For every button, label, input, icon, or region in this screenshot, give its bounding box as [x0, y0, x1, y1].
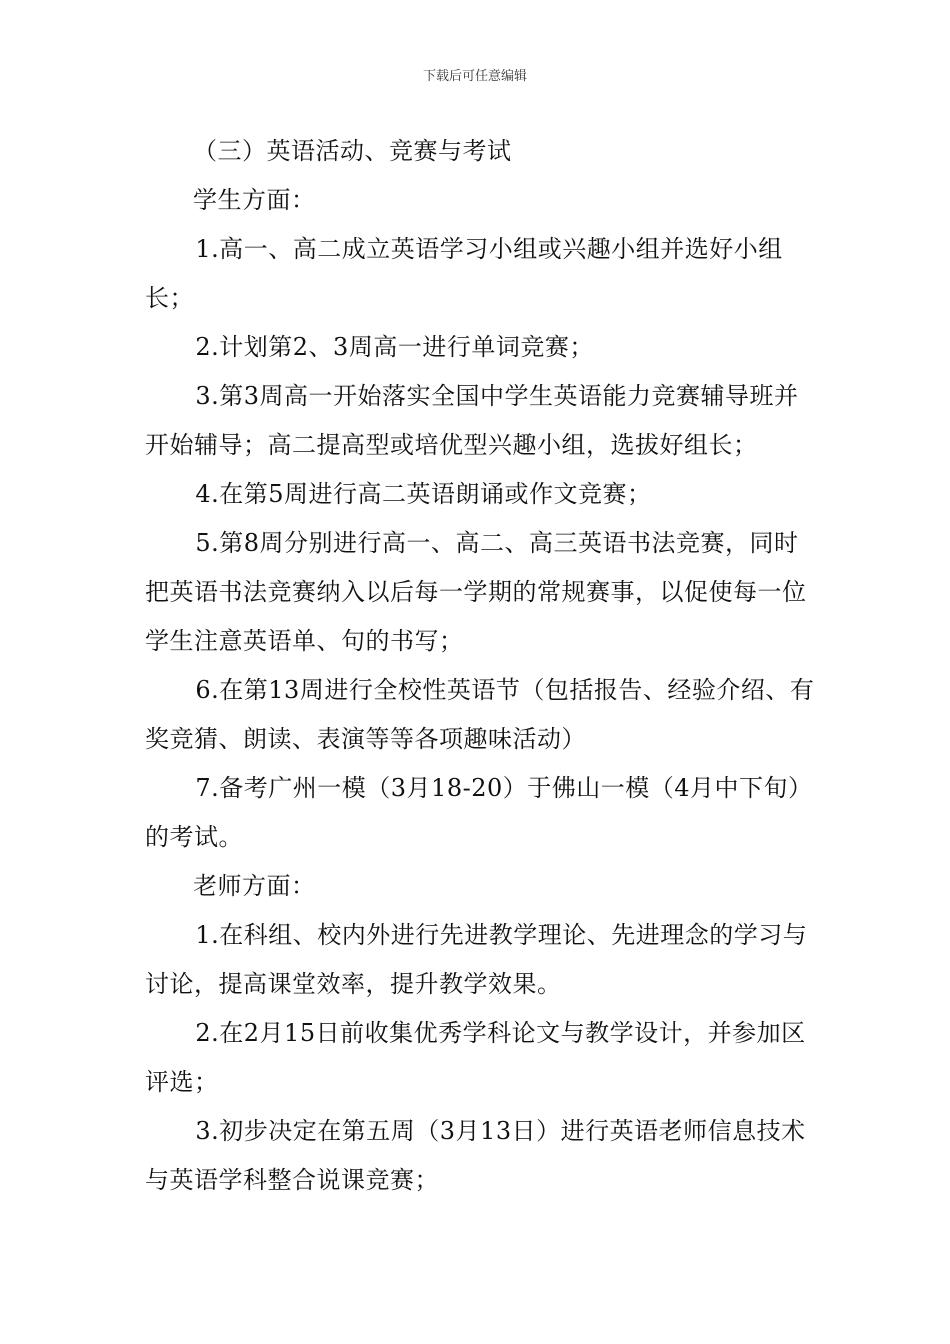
student-item: 6.在第13周进行全校性英语节（包括报告、经验介绍、有奖竞猜、朗读、表演等等各项趣味活动）: [145, 676, 815, 753]
student-item: 3.第3周高一开始落实全国中学生英语能力竞赛辅导班并开始辅导；高二提高型或培优型兴趣小组，选拔好组长；: [145, 382, 799, 459]
teachers-heading: 老师方面：: [193, 872, 316, 900]
teacher-item: 1.在科组、校内外进行先进教学理论、先进理念的学习与讨论，提高课堂效率，提升教学效果。: [145, 921, 808, 998]
student-item: 2.计划第2、3周高一进行单词竞赛；: [195, 333, 594, 361]
student-item: 1.高一、高二成立英语学习小组或兴趣小组并选好小组长；: [145, 235, 783, 312]
header-note: 下载后可任意编辑: [422, 69, 527, 84]
document-body: [145, 127, 815, 1205]
student-item: 4.在第5周进行高二英语朗诵或作文竞赛；: [195, 480, 652, 508]
teacher-item: 2.在2月15日前收集优秀学科论文与教学设计，并参加区评选；: [145, 1019, 806, 1096]
teacher-item: 3.初步决定在第五周（3月13日）进行英语老师信息技术与英语学科整合说课竞赛；: [145, 1117, 806, 1194]
student-item: 5.第8周分别进行高一、高二、高三英语书法竞赛，同时把英语书法竞赛纳入以后每一学期的常规赛事，以促使每一位学生注意英语单、句的书写；: [145, 529, 807, 655]
section-title: （三）英语活动、竞赛与考试: [193, 137, 512, 165]
student-item: 7.备考广州一模（3月18-20）于佛山一模（4月中下旬）的考试。: [145, 774, 813, 851]
students-heading: 学生方面：: [193, 186, 316, 214]
